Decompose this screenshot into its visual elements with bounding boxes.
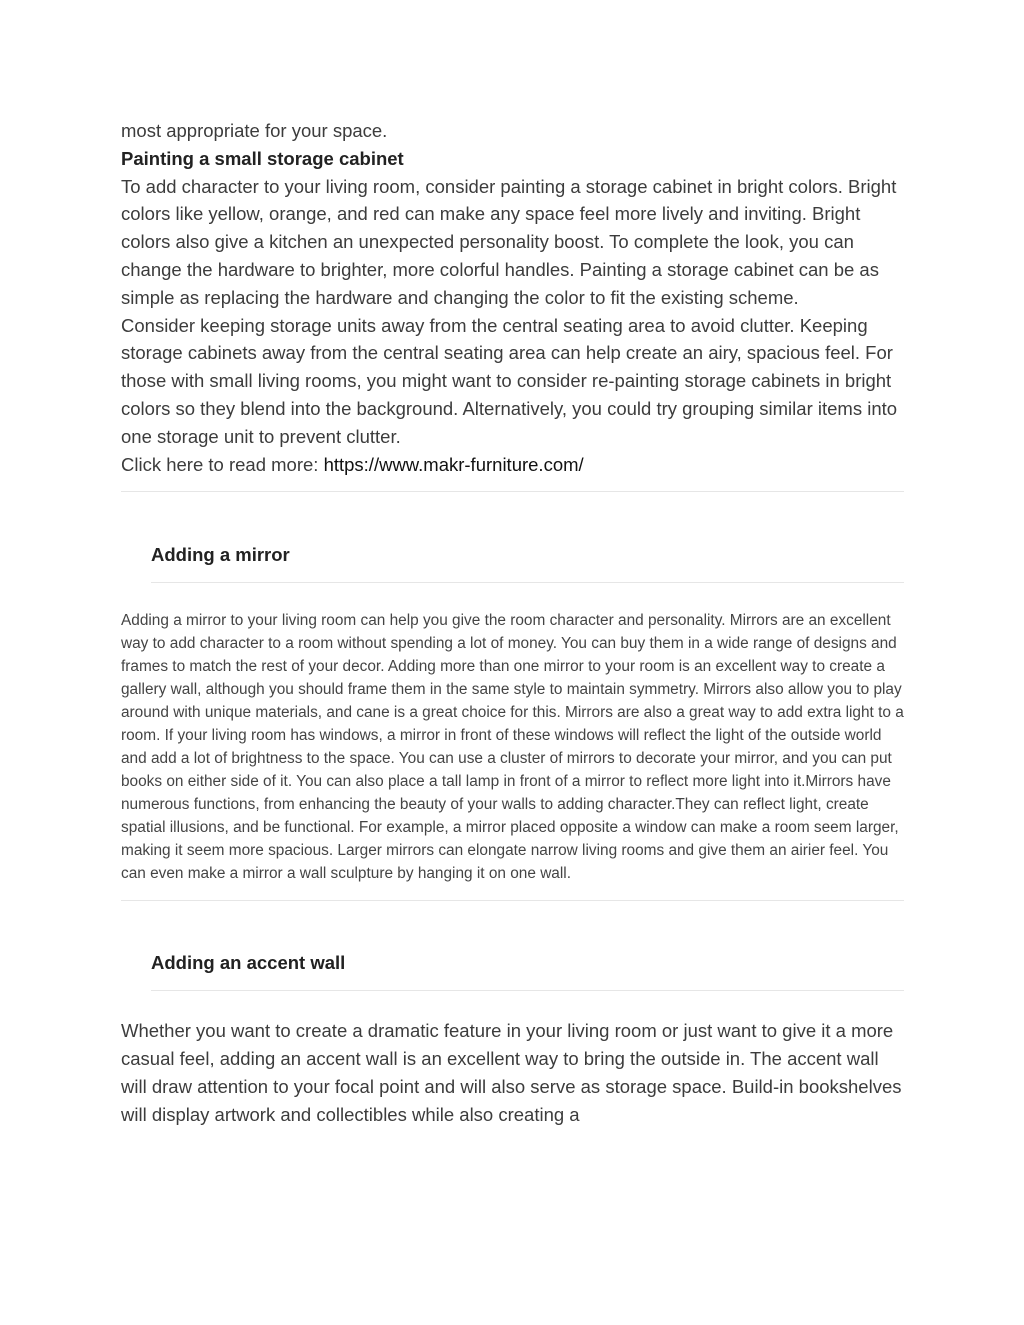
section-divider [121,491,904,492]
accent-section-title: Adding an accent wall [151,952,346,974]
read-more-link[interactable]: https://www.makr-furniture.com/ [323,453,584,475]
cabinet-heading: Painting a small storage cabinet [121,147,404,169]
mirror-section [121,543,904,885]
intro-continuation: most appropriate for your space. [121,120,388,141]
mirror-section-title: Adding a mirror [151,544,290,566]
read-more-label: Click here to read more: [121,453,324,475]
accent-title-rule-wrap [151,990,904,991]
accent-section [121,951,904,1128]
mirror-title-rule [151,582,904,583]
document-page [121,117,904,1129]
section-divider [121,900,904,901]
mirror-title-rule-wrap [151,582,904,583]
cabinet-paragraph-2: Consider keeping storage units away from the central seating area to avoid clutter. Keeping storage cabinets away from the central seating area can help create an airy, spacious feel. For those with small living rooms, you might want to consider re-painting storage cabinets in bright colors so they blend into the background. Alternatively, you could try grouping similar items into one storage unit to prevent clutter. [121,314,898,447]
cabinet-paragraph-1: To add character to your living room, consider painting a storage cabinet in bright colors. Bright colors like yellow, orange, and red can make any space feel more lively and inviting. Bright colors also give a kitchen an unexpected personality boost. To complete the look, you can change the hardware to brighter, more colorful handles. Painting a storage cabinet can be as simple as replacing the hardware and changing the color to fit the existing scheme. [121,175,897,308]
mirror-section-body: Adding a mirror to your living room can help you give the room character and personality. Mirrors are an excellent way to add character to a room without spending a lot of money. You can buy them in a wide range of designs and frames to match the rest of your decor. Adding more than one mirror to your room is an excellent way to create a gallery wall, although you should frame them in the same style to maintain symmetry. Mirrors also allow you to play around with unique materials, and cane is a great choice for this. Mirrors are also a great way to add extra light to a room. If your living room has windows, a mirror in front of these windows will reflect the light of the outside world and add a lot of brightness to the space. You can use a cluster of mirrors to decorate your mirror, and you can put books on either side of it. You can also place a tall lamp in front of a mirror to reflect more light into it.Mirrors have numerous functions, from enhancing the beauty of your walls to adding character.They can reflect light, create spatial illusions, and be functional. For example, a mirror placed opposite a window can make a room seem larger, making it seem more spacious. Larger mirrors can elongate narrow living rooms and give them an airier feel. You can even make a mirror a wall sculpture by hanging it on one wall. [121,612,904,883]
accent-title-rule [151,990,904,991]
accent-section-body: Whether you want to create a dramatic feature in your living room or just want to give it a more casual feel, adding an accent wall is an excellent way to bring the outside in. The accent wall will draw attention to your focal point and will also serve as storage space. Build-in bookshelves will display artwork and collectibles while also creating a [121,1020,902,1125]
read-more-line [121,451,904,479]
